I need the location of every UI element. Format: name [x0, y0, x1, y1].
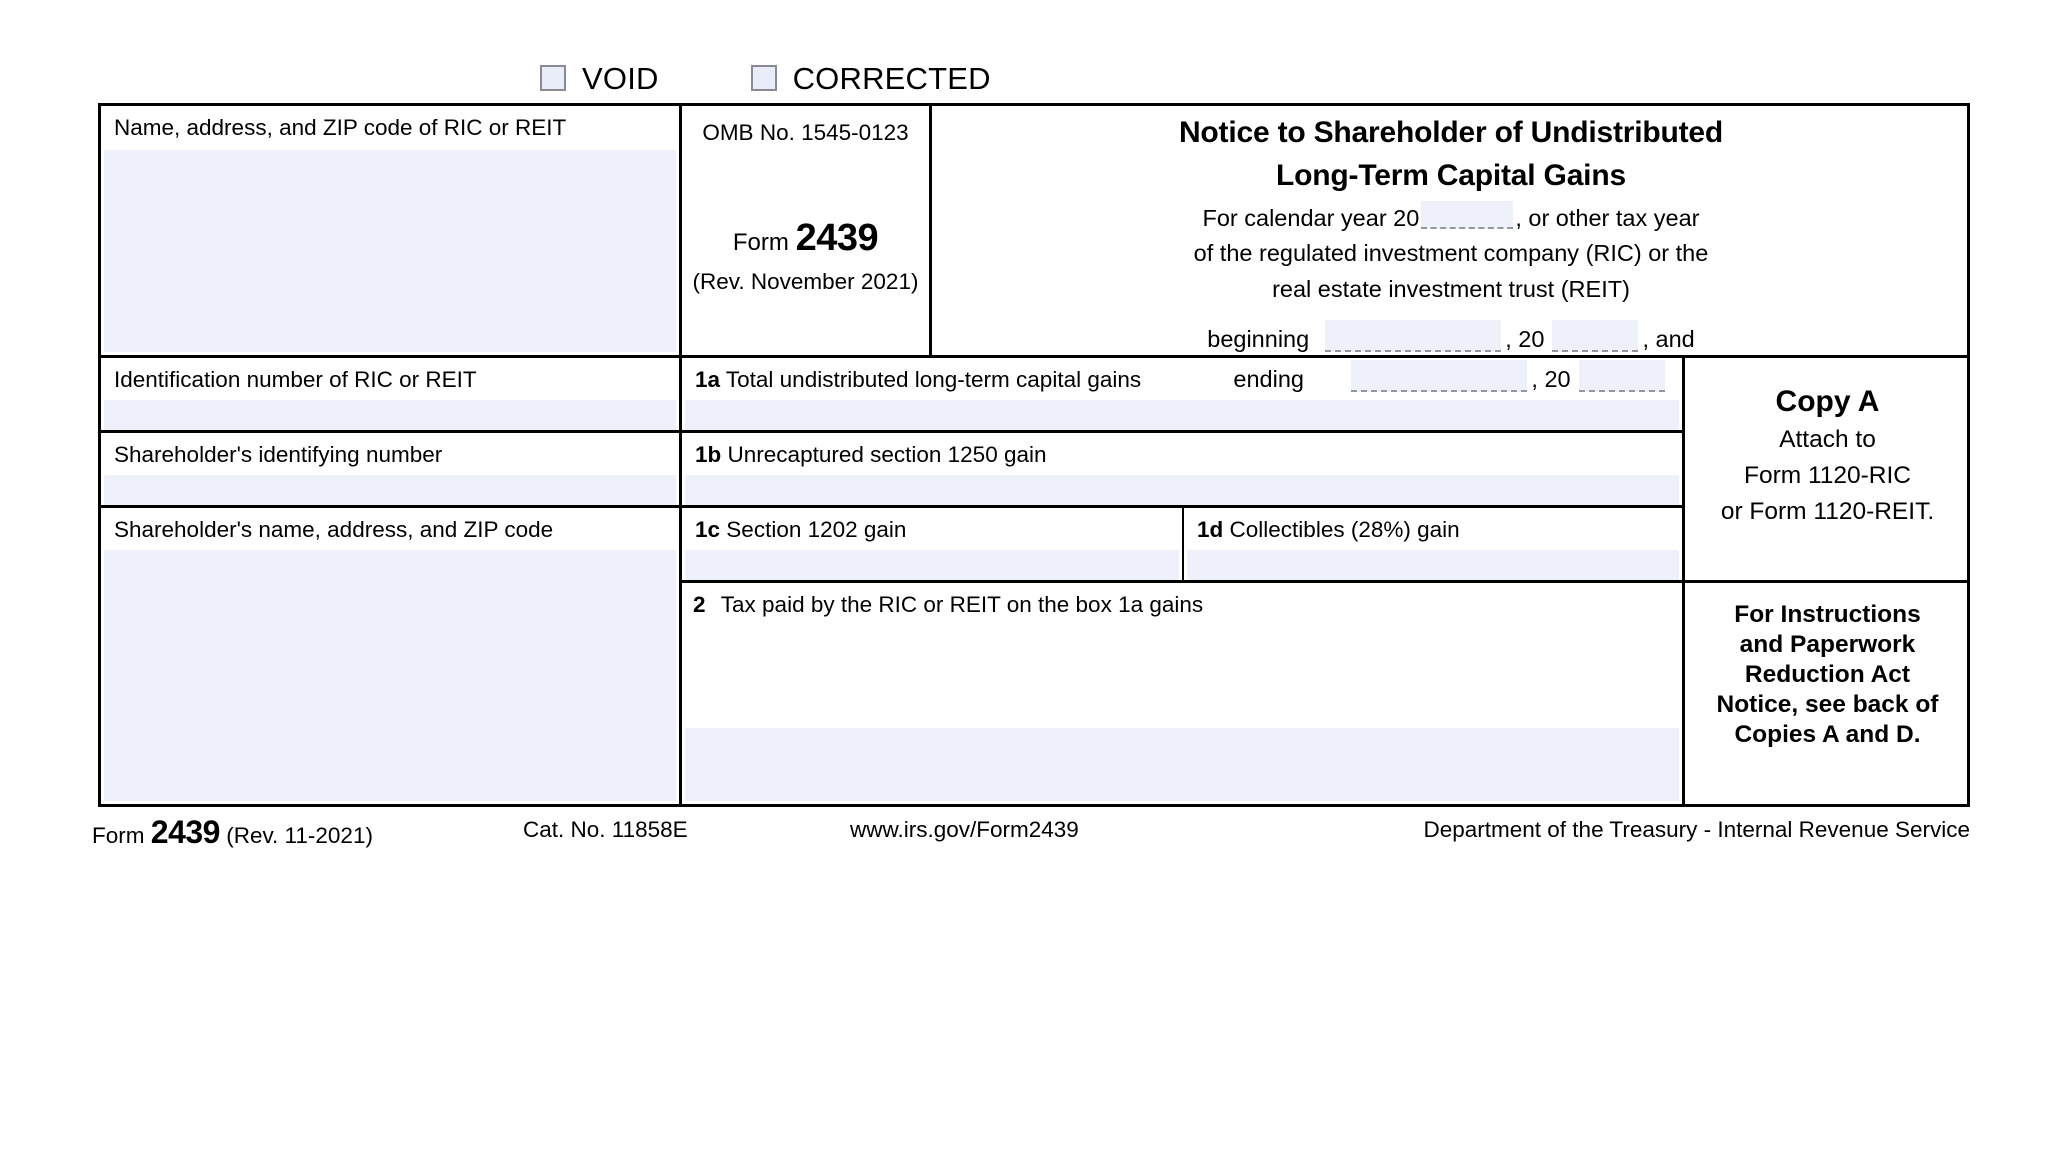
- box-1c-cell[interactable]: [679, 505, 1182, 580]
- box-1b-number: 1b: [695, 442, 722, 467]
- corrected-checkbox-group[interactable]: [751, 60, 991, 96]
- box-1d-label: [1184, 508, 1682, 543]
- copy-a-line3: or Form 1120-REIT.: [1720, 498, 1935, 526]
- box-2-number: 2: [693, 592, 706, 617]
- form-footer: [92, 812, 1970, 852]
- footer-form-identifier: [92, 816, 373, 848]
- shareholder-id-input[interactable]: [104, 475, 676, 505]
- box-2-input[interactable]: [685, 728, 1679, 801]
- shareholder-name-address-input[interactable]: [104, 550, 676, 801]
- box-1d-cell[interactable]: [1182, 505, 1682, 580]
- ric-reit-id-input[interactable]: [104, 400, 676, 430]
- instructions-line5: Copies A and D.: [1734, 720, 1921, 748]
- corrected-label: CORRECTED: [792, 60, 991, 96]
- period-beginning-label: beginning: [1207, 326, 1310, 353]
- copy-a-title: Copy A: [1775, 385, 1880, 418]
- instructions-line4: Notice, see back of: [1716, 690, 1939, 718]
- box-1a-label: [682, 358, 1682, 393]
- instructions-line3: Reduction Act: [1744, 660, 1911, 688]
- form-title-line1: Notice to Shareholder of Undistributed: [1178, 116, 1724, 149]
- footer-department: Department of the Treasury - Internal Revenue Service: [1423, 817, 1970, 842]
- copy-a-line2: Form 1120-RIC: [1743, 462, 1911, 490]
- period-beginning-date-input[interactable]: [1325, 320, 1501, 352]
- calendar-year-suffix: , or other tax year: [1515, 204, 1700, 231]
- footer-form-revision: (Rev. 11-2021): [226, 823, 373, 848]
- form-title-line2: Long-Term Capital Gains: [1276, 158, 1626, 192]
- instructions-line1: For Instructions: [1734, 601, 1921, 628]
- entity-line2: real estate investment trust (REIT): [1272, 276, 1630, 303]
- void-label: VOID: [582, 60, 659, 96]
- void-checkbox-group[interactable]: [540, 60, 659, 96]
- period-ending-label: ending: [1233, 366, 1304, 393]
- footer-form-word: Form: [92, 823, 145, 848]
- box-1a-text: Total undistributed long-term capital gains: [725, 367, 1142, 392]
- void-checkbox[interactable]: [540, 65, 566, 91]
- payer-name-address-cell[interactable]: [101, 106, 679, 355]
- entity-line1: of the regulated investment company (RIC) or the: [1193, 240, 1709, 267]
- box-1c-label: [682, 508, 1182, 543]
- box-1a-number: 1a: [695, 367, 721, 392]
- copy-a-line1: Attach to: [1779, 426, 1876, 453]
- payer-name-address-input[interactable]: [104, 150, 676, 352]
- ric-reit-id-label: Identification number of RIC or REIT: [114, 367, 477, 392]
- footer-catalog-number: Cat. No. 11858E: [523, 817, 688, 842]
- period-and-label: , and: [1642, 326, 1695, 353]
- footer-form-number: 2439: [150, 814, 220, 850]
- box-1b-label: [682, 433, 1682, 468]
- box-1b-text: Unrecaptured section 1250 gain: [727, 442, 1047, 467]
- form-number-line: [682, 217, 929, 260]
- form-frame: [98, 103, 1970, 807]
- omb-number: OMB No. 1545-0123: [702, 120, 909, 145]
- calendar-year-line: [932, 201, 1970, 232]
- ric-reit-id-cell[interactable]: [101, 355, 679, 430]
- shareholder-name-address-cell[interactable]: [101, 505, 679, 804]
- form-number: 2439: [795, 217, 879, 259]
- box-1a-cell[interactable]: [679, 355, 1682, 430]
- box-1c-text: Section 1202 gain: [726, 517, 907, 542]
- box-1d-text: Collectibles (28%) gain: [1229, 517, 1460, 542]
- period-beginning-year-prefix: , 20: [1505, 326, 1545, 353]
- box-1c-number: 1c: [695, 517, 721, 542]
- corrected-checkbox[interactable]: [751, 65, 777, 91]
- box-1d-input[interactable]: [1187, 550, 1679, 580]
- instructions-block: [1682, 580, 1970, 804]
- form-revision: (Rev. November 2021): [692, 269, 919, 294]
- payer-name-address-label: Name, address, and ZIP code of RIC or REIT: [114, 115, 567, 140]
- box-2-text: Tax paid by the RIC or REIT on the box 1a gains: [720, 592, 1204, 617]
- omb-form-block: [679, 106, 929, 355]
- copy-a-block: [1682, 355, 1970, 580]
- box-1a-input[interactable]: [685, 400, 1679, 430]
- shareholder-id-label: Shareholder's identifying number: [114, 442, 443, 467]
- instructions-line2: and Paperwork: [1739, 630, 1916, 658]
- footer-website-link[interactable]: www.irs.gov/Form2439: [850, 817, 1079, 842]
- box-1d-number: 1d: [1197, 517, 1224, 542]
- period-beginning-row: [1207, 320, 1694, 352]
- period-ending-year-prefix: , 20: [1531, 366, 1571, 393]
- form-word: Form: [732, 229, 789, 256]
- period-beginning-year-input[interactable]: [1552, 320, 1638, 352]
- calendar-year-prefix: For calendar year 20: [1202, 204, 1420, 231]
- box-1b-cell[interactable]: [679, 430, 1682, 505]
- shareholder-id-cell[interactable]: [101, 430, 679, 505]
- box-1b-input[interactable]: [685, 475, 1679, 505]
- box-2-label: [682, 583, 1682, 618]
- shareholder-name-address-label: Shareholder's name, address, and ZIP code: [114, 517, 554, 542]
- void-corrected-strip: [100, 56, 1970, 100]
- box-1c-input[interactable]: [685, 550, 1179, 580]
- box-2-cell[interactable]: [679, 580, 1682, 804]
- calendar-year-input[interactable]: [1421, 201, 1513, 229]
